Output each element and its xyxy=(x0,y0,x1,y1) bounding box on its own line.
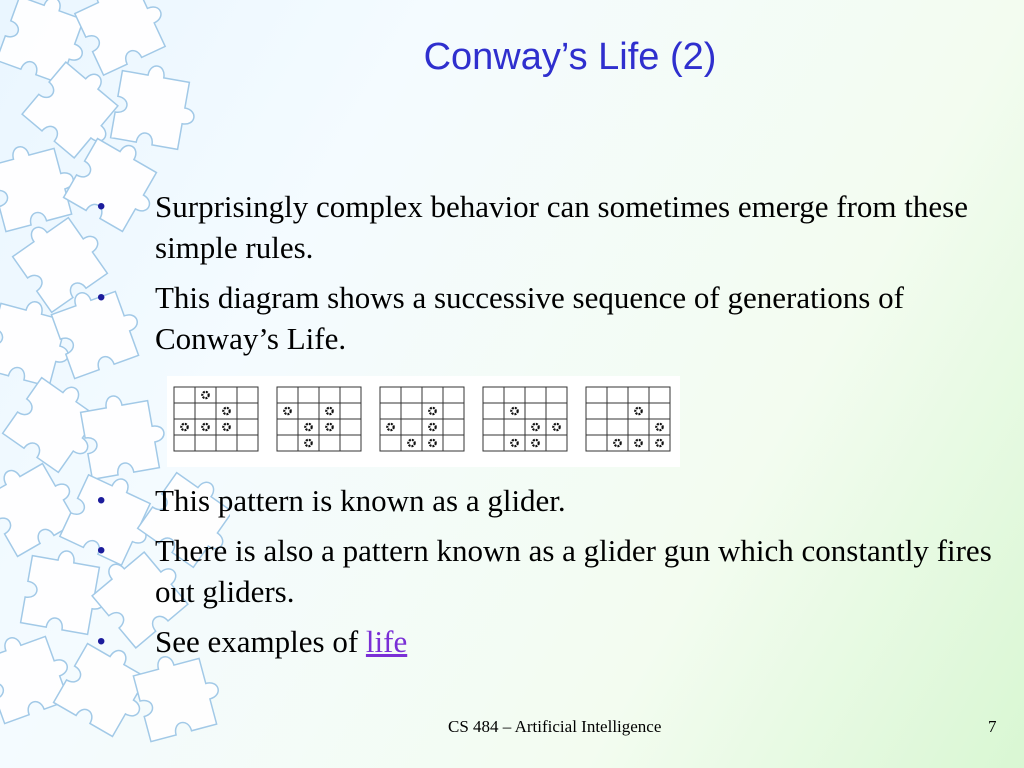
bullet-glyph: • xyxy=(97,193,106,220)
live-cell xyxy=(305,440,311,446)
generation-grid-2 xyxy=(277,387,361,451)
grid-cell xyxy=(340,435,361,451)
grid-cell xyxy=(237,419,258,435)
bullet-glyph: • xyxy=(97,487,106,514)
grid-cell xyxy=(380,387,401,403)
page-number: 7 xyxy=(988,717,997,736)
live-cell xyxy=(326,424,332,430)
bullet-item xyxy=(95,480,995,521)
bullet-text: Surprisingly complex behavior can sometimes emerge from these simple rules. xyxy=(155,189,968,265)
live-cell xyxy=(202,424,208,430)
bullet-list-bottom xyxy=(95,480,995,671)
grid-cell xyxy=(586,419,607,435)
bullet-item xyxy=(95,621,995,662)
grid-cell xyxy=(607,419,628,435)
grid-cell xyxy=(380,435,401,451)
grid-cell xyxy=(340,387,361,403)
grid-cell xyxy=(628,419,649,435)
live-cell xyxy=(635,440,641,446)
grid-cell xyxy=(443,435,464,451)
generation-grid-3 xyxy=(380,387,464,451)
bullet-text: This pattern is known as a glider. xyxy=(155,483,566,518)
grid-cell xyxy=(277,387,298,403)
grid-cell xyxy=(298,403,319,419)
grid-cell xyxy=(319,435,340,451)
grid-cell xyxy=(401,387,422,403)
grid-cell xyxy=(483,419,504,435)
grid-cell xyxy=(422,387,443,403)
grid-cell xyxy=(195,435,216,451)
grid-cell xyxy=(443,403,464,419)
bullet-item xyxy=(95,530,995,612)
live-cell xyxy=(614,440,620,446)
live-cell xyxy=(181,424,187,430)
grid-cell xyxy=(586,435,607,451)
live-cell xyxy=(284,408,290,414)
grid-cell xyxy=(401,403,422,419)
live-cell xyxy=(429,408,435,414)
generation-grid-5 xyxy=(586,387,670,451)
grid-cell xyxy=(380,403,401,419)
live-cell xyxy=(656,424,662,430)
grid-cell xyxy=(237,435,258,451)
grid-cell xyxy=(649,387,670,403)
live-cell xyxy=(656,440,662,446)
grid-cell xyxy=(504,419,525,435)
grid-cell xyxy=(483,435,504,451)
grid-cell xyxy=(216,387,237,403)
grid-cell xyxy=(237,403,258,419)
grid-cell xyxy=(607,387,628,403)
live-cell xyxy=(223,424,229,430)
generation-grid-4 xyxy=(483,387,567,451)
grid-cell xyxy=(216,435,237,451)
live-cell xyxy=(511,408,517,414)
bullet-glyph: • xyxy=(97,628,106,655)
grid-cell xyxy=(546,403,567,419)
grid-cell xyxy=(174,387,195,403)
grid-cell xyxy=(174,435,195,451)
bullet-text: There is also a pattern known as a glider gun which constantly fires out gliders. xyxy=(155,533,992,609)
bullet-item xyxy=(95,186,995,268)
grid-cell xyxy=(504,387,525,403)
grid-cell xyxy=(546,387,567,403)
live-cell xyxy=(553,424,559,430)
live-cell xyxy=(532,440,538,446)
live-cell xyxy=(223,408,229,414)
grid-cell xyxy=(298,387,319,403)
live-cell xyxy=(387,424,393,430)
bullet-glyph: • xyxy=(97,537,106,564)
grid-cell xyxy=(525,403,546,419)
grid-cell xyxy=(340,403,361,419)
live-cell xyxy=(511,440,517,446)
footer-course-title: CS 484 – Artificial Intelligence xyxy=(448,717,662,736)
grid-cell xyxy=(237,387,258,403)
slide-title: Conway’s Life (2) xyxy=(423,36,717,78)
grid-cell xyxy=(174,403,195,419)
grid-cell xyxy=(340,419,361,435)
grid-cell xyxy=(319,387,340,403)
life-link[interactable]: life xyxy=(365,624,408,659)
grid-cell xyxy=(195,403,216,419)
grid-cell xyxy=(586,403,607,419)
bullet-item xyxy=(95,277,995,359)
grid-cell xyxy=(483,403,504,419)
bullet-list-top xyxy=(95,186,995,368)
grid-cell xyxy=(628,387,649,403)
grid-cell xyxy=(649,403,670,419)
glider-generations-diagram xyxy=(167,376,680,467)
grid-cell xyxy=(546,435,567,451)
live-cell xyxy=(202,392,208,398)
grid-cell xyxy=(277,435,298,451)
examples-prefix: See examples of xyxy=(155,624,366,659)
grid-cell xyxy=(443,419,464,435)
live-cell xyxy=(635,408,641,414)
grid-cell xyxy=(525,387,546,403)
generation-grid-1 xyxy=(174,387,258,451)
grid-cell xyxy=(586,387,607,403)
grid-cell xyxy=(483,387,504,403)
grid-cell xyxy=(443,387,464,403)
grid-cell xyxy=(277,419,298,435)
grid-cell xyxy=(401,419,422,435)
grid-cell xyxy=(607,403,628,419)
live-cell xyxy=(326,408,332,414)
live-cell xyxy=(305,424,311,430)
bullet-glyph: • xyxy=(97,284,106,311)
bullet-text: This diagram shows a successive sequence of generations of Conway’s Life. xyxy=(155,280,904,356)
live-cell xyxy=(408,440,414,446)
live-cell xyxy=(429,424,435,430)
live-cell xyxy=(532,424,538,430)
live-cell xyxy=(429,440,435,446)
